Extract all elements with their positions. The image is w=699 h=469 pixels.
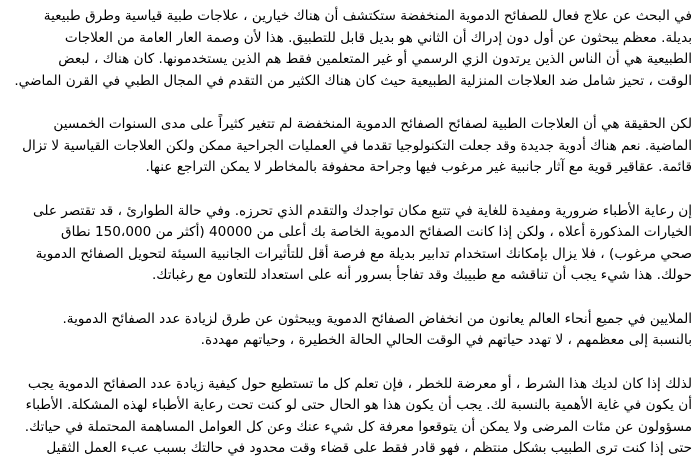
paragraph-5: [7, 374, 692, 460]
text-line: الخيارات المذكورة أعلاه ، ولكن إذا كانت الصفائح الدموية الخاصة بك أعلى من 40000 (أكثر من 150،000 نطاق: [61, 224, 692, 240]
text-line: في البحث عن علاج فعال للصفائح الدموية المنخفضة ستكتشف أن هناك خيارين ، علاجات طبية قياسية وطرق طبيعية: [43, 8, 692, 24]
paragraph-2: [7, 114, 692, 179]
text-line: بديلة. معظم يبحثون عن أول دون إدراك أن الثاني هو بديل قابل للتطبيق. هذا لأن وصمة العار العامة من العلاجات: [64, 29, 692, 46]
text-line: لذلك إذا كان لديك هذا الشرط ، أو معرضة للخطر ، فإن تعلم كل ما تستطيع حول كيفية زيادة عدد الصفائح الدموية يجب: [27, 375, 692, 392]
text-line: صحي مرغوب) ، فلا يزال بإمكانك استخدام تدابير بديلة مع فرصة أقل للتأثيرات الجانبية السيئة لتحويل الصفائح الدموية: [35, 245, 692, 262]
text-line: مسؤولون عن مئات المرضى ولا يمكن أن يتوقعوا معرفة كل شيء عنك وعن كل العوامل المساهمة المحتملة في حياتك.: [24, 418, 692, 435]
paragraph-4: [7, 309, 692, 352]
text-line: قائمة. عقاقير قوية مع آثار جانبية غير مرغوب فيها وجراحة محفوفة بالمخاطر لا يمكن التراجع عنها.: [145, 159, 692, 175]
text-line: الطبيعية هي أن الناس الذين يرتدون الزي الرسمي أو غير المتعلمين فقط هم الذين يستخدمونها. كان هناك ، لبعض: [58, 51, 692, 67]
text-line: حولك. هذا شيء يجب أن تناقشه مع طبيبك وقد تفاجأ بسرور أنه على استعداد للتعاون مع رغباتك.: [151, 267, 692, 283]
text-line: لكن الحقيقة هي أن العلاجات الطبية لصفائح الصفائح الدموية المنخفضة لم تتغير كثيراً على مدى السنوات الخمسين: [53, 116, 692, 132]
text-line: بالنسبة إلى معظمهم ، لا تهدد حياتهم في الوقت الحالي الحالة الخطيرة ، وحياتهم مهددة.: [200, 332, 692, 348]
paragraph-3: [7, 201, 692, 287]
text-line: الملايين في جميع أنحاء العالم يعانون من انخفاض الصفائح الدموية ويبحثون عن طرق لزيادة عدد الصفائح الدموية.: [62, 310, 692, 327]
text-line: حتى إذا كنت ترى الطبيب بشكل منتظم ، فهو قادر فقط على قضاء وقت محدود في حالتك بسبب عبء العمل الثقيل: [46, 440, 692, 456]
text-line: أن يكون في غاية الأهمية بالنسبة لك. يجب أن يكون هذا هو الحال حتى لو كنت تحت رعاية الأطباء لهذه المشكلة. الأطباء: [25, 397, 692, 413]
text-line: الماضية. نعم هناك أدوية جديدة وقد جعلت التكنولوجيا تقدما في العمليات الجراحية ممكن ولكن العلاجات القياسية لا تزال: [22, 137, 692, 154]
text-line: الوقت ، تحيز شامل ضد العلاجات المنزلية الطبيعية حيث كان هناك الكثير من التقدم في المجال الطبي في القرن الماضي.: [14, 72, 692, 89]
paragraph-1: [7, 6, 692, 92]
text-line: إن رعاية الأطباء ضرورية ومفيدة للغاية في تتبع مكان تواجدك والتقدم الذي تحرزه. وفي حالة الطوارئ ، قد تقتصر على: [33, 202, 692, 219]
